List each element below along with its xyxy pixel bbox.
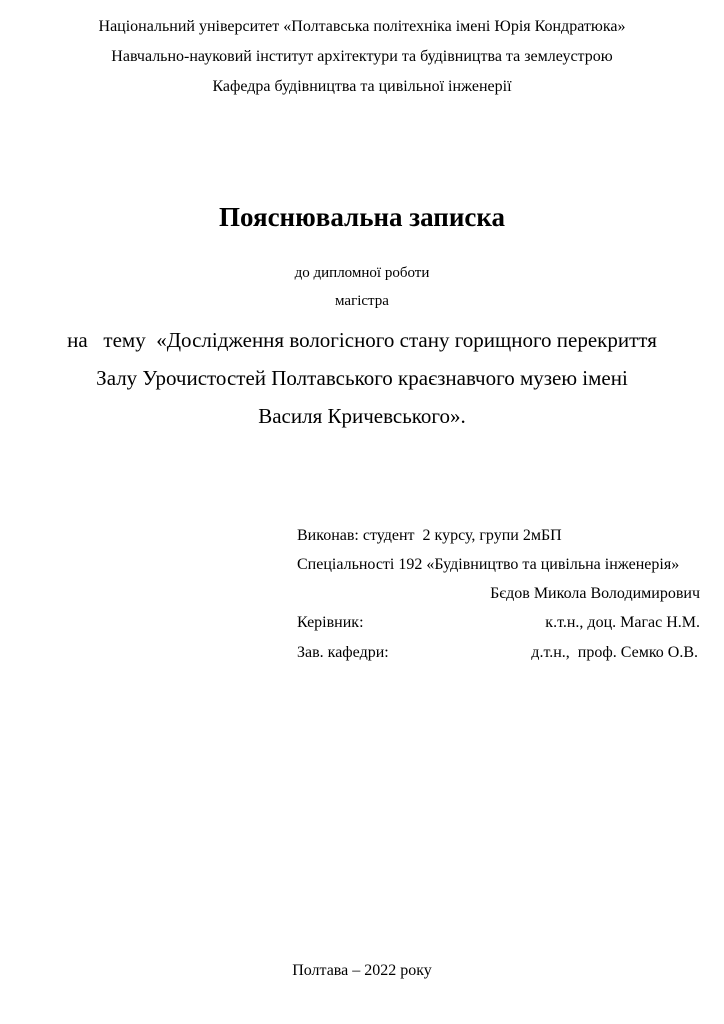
department-name: Кафедра будівництва та цивільної інженерії (212, 78, 512, 95)
head-of-department-label: Зав. кафедри: (297, 644, 389, 661)
subtitle-line-2: магістра (335, 293, 389, 309)
institute-name: Навчально-науковий інститут архітектури та будівництва та землеустрою (111, 48, 613, 65)
author-line-2: Спеціальності 192 «Будівництво та цивільна інженерія» (297, 556, 680, 573)
footer-city-year: Полтава – 2022 року (292, 962, 432, 979)
supervisor-label: Керівник: (297, 614, 364, 631)
document-title: Пояснювальна записка (218, 202, 506, 232)
supervisor-value: к.т.н., доц. Магас Н.М. (545, 614, 700, 631)
topic-line-2: Залу Урочистостей Полтавського краєзнавчого музею імені (96, 366, 628, 390)
topic-line-1: на тему «Дослідження вологісного стану горищного перекриття (67, 328, 657, 352)
head-of-department-value: д.т.н., проф. Семко О.В. (531, 644, 698, 661)
university-name: Національний університет «Полтавська політехніка імені Юрія Кондратюка» (98, 18, 626, 35)
subtitle-line-1: до дипломної роботи (294, 265, 430, 281)
topic-line-3: Василя Кричевського». (258, 404, 466, 428)
author-line-1: Виконав: студент 2 курсу, групи 2мБП (297, 527, 562, 544)
author-name: Бєдов Микола Володимирович (490, 585, 700, 602)
